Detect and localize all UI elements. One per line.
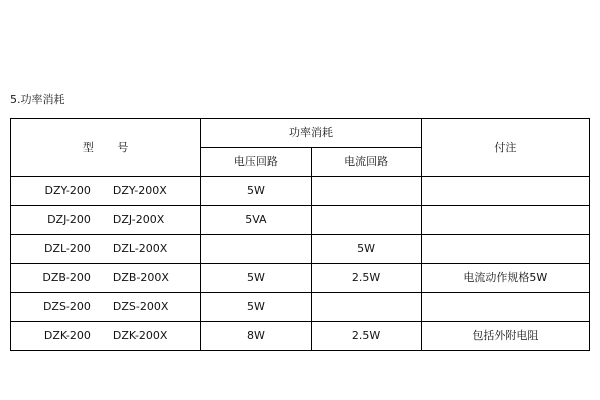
table-row: [11, 264, 590, 293]
header-voltage-circuit: 电压回路: [201, 148, 311, 177]
power-consumption-table: [10, 118, 590, 351]
cell-note: [421, 206, 589, 235]
cell-model: [11, 264, 201, 293]
model-code-a: DZJ-200: [47, 213, 91, 226]
cell-note: 电流动作规格5W: [421, 264, 589, 293]
section-title: 5.功率消耗: [10, 93, 65, 106]
cell-voltage: 5W: [201, 293, 311, 322]
cell-note: [421, 235, 589, 264]
cell-model: [11, 293, 201, 322]
cell-note: 包括外附电阻: [421, 322, 589, 351]
cell-voltage: 8W: [201, 322, 311, 351]
header-note: 付注: [421, 119, 589, 177]
power-consumption-table-wrap: [10, 118, 590, 351]
model-code-a: DZK-200: [43, 329, 91, 342]
model-code-b: DZS-200X: [112, 300, 169, 313]
header-current-circuit: 电流回路: [311, 148, 421, 177]
model-code-b: DZK-200X: [112, 329, 168, 342]
table-row: [11, 322, 590, 351]
table-header-row-1: [11, 119, 590, 148]
table-row: [11, 235, 590, 264]
cell-current: 2.5W: [311, 264, 421, 293]
cell-model: [11, 177, 201, 206]
cell-current: [311, 206, 421, 235]
model-code-b: DZB-200X: [112, 271, 169, 284]
model-code-b: DZY-200X: [112, 184, 167, 197]
cell-model: [11, 235, 201, 264]
header-power-consumption: 功率消耗: [201, 119, 421, 148]
cell-voltage: 5W: [201, 177, 311, 206]
model-code-b: DZL-200X: [112, 242, 168, 255]
table-row: [11, 206, 590, 235]
model-code-a: DZY-200: [44, 184, 91, 197]
cell-current: 2.5W: [311, 322, 421, 351]
header-model: [11, 119, 201, 177]
header-model-label: 型 号: [82, 140, 139, 154]
cell-current: [311, 177, 421, 206]
model-code-b: DZJ-200X: [112, 213, 165, 226]
cell-current: 5W: [311, 235, 421, 264]
cell-note: [421, 177, 589, 206]
cell-voltage: 5VA: [201, 206, 311, 235]
table-row: [11, 177, 590, 206]
cell-voltage: [201, 235, 311, 264]
cell-note: [421, 293, 589, 322]
model-code-a: DZS-200: [42, 300, 91, 313]
cell-model: [11, 322, 201, 351]
cell-current: [311, 293, 421, 322]
model-code-a: DZL-200: [43, 242, 91, 255]
cell-model: [11, 206, 201, 235]
cell-voltage: 5W: [201, 264, 311, 293]
model-code-a: DZB-200: [42, 271, 91, 284]
table-row: [11, 293, 590, 322]
